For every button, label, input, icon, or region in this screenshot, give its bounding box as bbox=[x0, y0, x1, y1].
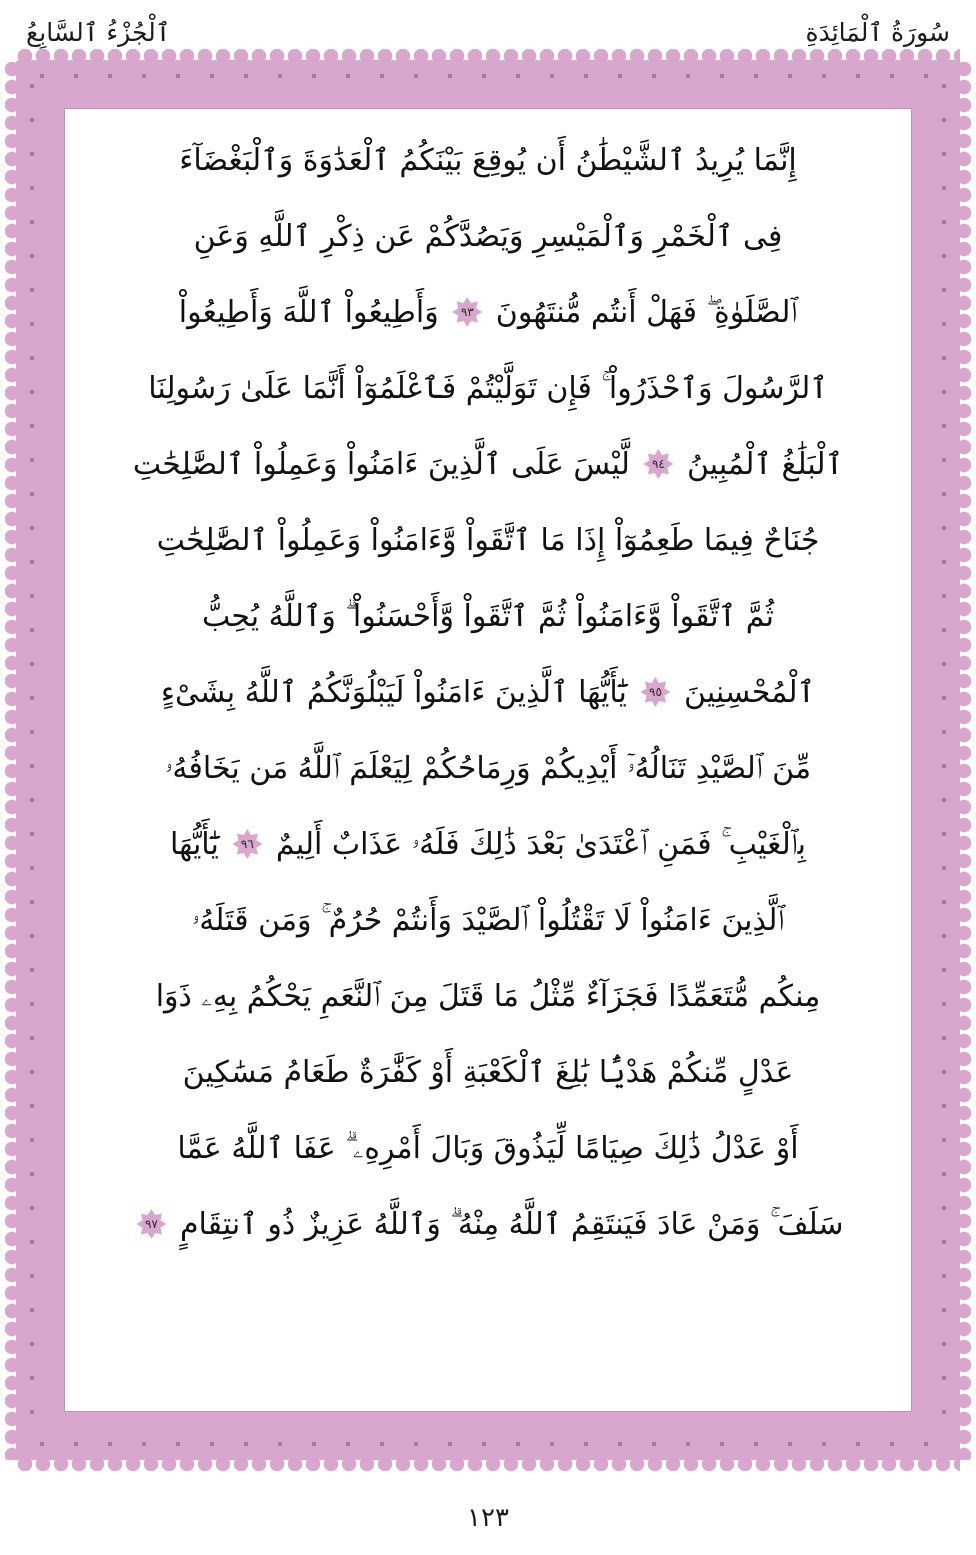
ayah-line bbox=[83, 1187, 893, 1263]
ayah-text: فِى ٱلْخَمْرِ وَٱلْمَيْسِرِ وَيَصُدَّكُمْ عَن ذِكْرِ ٱللَّهِ وَعَنِ bbox=[193, 219, 783, 254]
border-dots-top bbox=[40, 74, 936, 78]
ayah-text: ٱلرَّسُولَ وَٱحْذَرُواْ ۚ فَإِن تَوَلَّيْتُمْ فَٱعْلَمُوٓاْ أَنَّمَا عَلَىٰ رَسُولِنَا bbox=[148, 371, 828, 406]
ayah-line bbox=[83, 199, 893, 275]
page-number: ١٢٣ bbox=[467, 1503, 509, 1533]
juz-label: ٱلْجُزْءُ ٱلسَّابِعُ bbox=[26, 17, 171, 47]
ayah-line bbox=[83, 655, 893, 731]
verse-number: ٩٤ bbox=[651, 457, 665, 471]
ayah-line bbox=[83, 807, 893, 883]
ayah-text: جُنَاحٌ فِيمَا طَعِمُوٓاْ إِذَا مَا ٱتَّقَواْ وَّءَامَنُواْ وَعَمِلُواْ ٱلصَّٰلِحَٰتِ bbox=[156, 523, 820, 558]
verse-marker bbox=[136, 1209, 166, 1239]
ayah-line bbox=[83, 503, 893, 579]
scallop-edge-right bbox=[957, 60, 971, 1460]
ayah-text: ٱلَّذِينَ ءَامَنُواْ لَا تَقْتُلُواْ ٱلصَّيْدَ وَأَنتُمْ حُرُمٌ ۚ وَمَن قَتَلَهُۥ bbox=[191, 903, 785, 938]
verse-marker bbox=[452, 297, 482, 327]
verse-marker bbox=[232, 829, 262, 859]
scallop-edge-left bbox=[5, 60, 19, 1460]
verse-number: ٩٧ bbox=[144, 1217, 158, 1231]
ayah-line bbox=[83, 123, 893, 199]
ayah-text: مِّنَ ٱلصَّيْدِ تَنَالُهُۥٓ أَيْدِيكُمْ وَرِمَاحُكُمْ لِيَعْلَمَ ٱللَّهُ مَن يَخَافُهُۥ bbox=[164, 751, 812, 786]
ayah-text: يَٰٓأَيُّهَا bbox=[169, 827, 219, 862]
verse-number: ٩٦ bbox=[240, 837, 254, 851]
ayah-line bbox=[83, 275, 893, 351]
scallop-edge-bottom bbox=[16, 1457, 960, 1471]
text-frame bbox=[64, 108, 912, 1412]
ornamental-border bbox=[16, 60, 960, 1460]
verse-number: ٩٣ bbox=[460, 305, 474, 319]
scallop-edge-top bbox=[16, 49, 960, 63]
ayah-line bbox=[83, 579, 893, 655]
verse-marker bbox=[640, 677, 670, 707]
ayah-text: يَٰٓأَيُّهَا ٱلَّذِينَ ءَامَنُواْ لَيَبْلُوَنَّكُمُ ٱللَّهُ بِشَىْءٍ bbox=[160, 675, 627, 710]
ayah-text: ثُمَّ ٱتَّقَواْ وَّءَامَنُواْ ثُمَّ ٱتَّقَواْ وَّأَحْسَنُواْ ۗ وَٱللَّهُ يُحِبُّ bbox=[201, 599, 775, 634]
ayah-text: مِنكُم مُّتَعَمِّدًا فَجَزَآءٌ مِّثْلُ مَا قَتَلَ مِنَ ٱلنَّعَمِ يَحْكُمُ بِهِۦ ذَوَا bbox=[155, 979, 821, 1014]
page-footer bbox=[0, 1503, 976, 1533]
border-dots-bottom bbox=[40, 1442, 936, 1446]
ayah-text: لَّيْسَ عَلَى ٱلَّذِينَ ءَامَنُواْ وَعَمِلُواْ ٱلصَّٰلِحَٰتِ bbox=[132, 447, 630, 482]
ayah-text: ٱلصَّلَوٰةِ ۖ فَهَلْ أَنتُم مُّنتَهُونَ bbox=[495, 295, 798, 330]
ayah-text: ٱلْبَلَٰغُ ٱلْمُبِينُ bbox=[686, 447, 844, 482]
ayah-text: أَوْ عَدْلُ ذَٰلِكَ صِيَامًا لِّيَذُوقَ وَبَالَ أَمْرِهِۦ ۗ عَفَا ٱللَّهُ عَمَّا bbox=[177, 1131, 799, 1166]
surah-label: سُورَةُ ٱلْمَائِدَةِ bbox=[805, 17, 950, 47]
ayah-line bbox=[83, 959, 893, 1035]
ayah-line bbox=[83, 731, 893, 807]
ayah-text: سَلَفَ ۚ وَمَنْ عَادَ فَيَنتَقِمُ ٱللَّهُ مِنْهُ ۗ وَٱللَّهُ عَزِيزٌ ذُو ٱنتِقَامٍ bbox=[179, 1207, 844, 1242]
ayah-text: بِٱلْغَيْبِ ۚ فَمَنِ ٱعْتَدَىٰ بَعْدَ ذَٰلِكَ فَلَهُۥ عَذَابٌ أَلِيمٌ bbox=[275, 827, 806, 862]
ayah-text: وَأَطِيعُواْ ٱللَّهَ وَأَطِيعُواْ bbox=[178, 295, 439, 330]
border-dots-right bbox=[942, 84, 946, 1436]
border-dots-left bbox=[30, 84, 34, 1436]
ayah-line bbox=[83, 1035, 893, 1111]
ayah-text: ٱلْمُحْسِنِينَ bbox=[684, 675, 816, 710]
verse-number: ٩٥ bbox=[649, 685, 662, 699]
ayah-line bbox=[83, 427, 893, 503]
ayah-line bbox=[83, 351, 893, 427]
quran-text-block bbox=[83, 123, 893, 1397]
ayah-text: عَدْلٍ مِّنكُمْ هَدْيًۢا بَٰلِغَ ٱلْكَعْبَةِ أَوْ كَفَّٰرَةٌ طَعَامُ مَسَٰكِينَ bbox=[182, 1055, 794, 1090]
ayah-text: إِنَّمَا يُرِيدُ ٱلشَّيْطَٰنُ أَن يُوقِعَ بَيْنَكُمُ ٱلْعَدَٰوَةَ وَٱلْبَغْضَآءَ bbox=[179, 143, 797, 178]
ayah-line bbox=[83, 883, 893, 959]
ayah-line bbox=[83, 1111, 893, 1187]
verse-marker bbox=[643, 449, 673, 479]
